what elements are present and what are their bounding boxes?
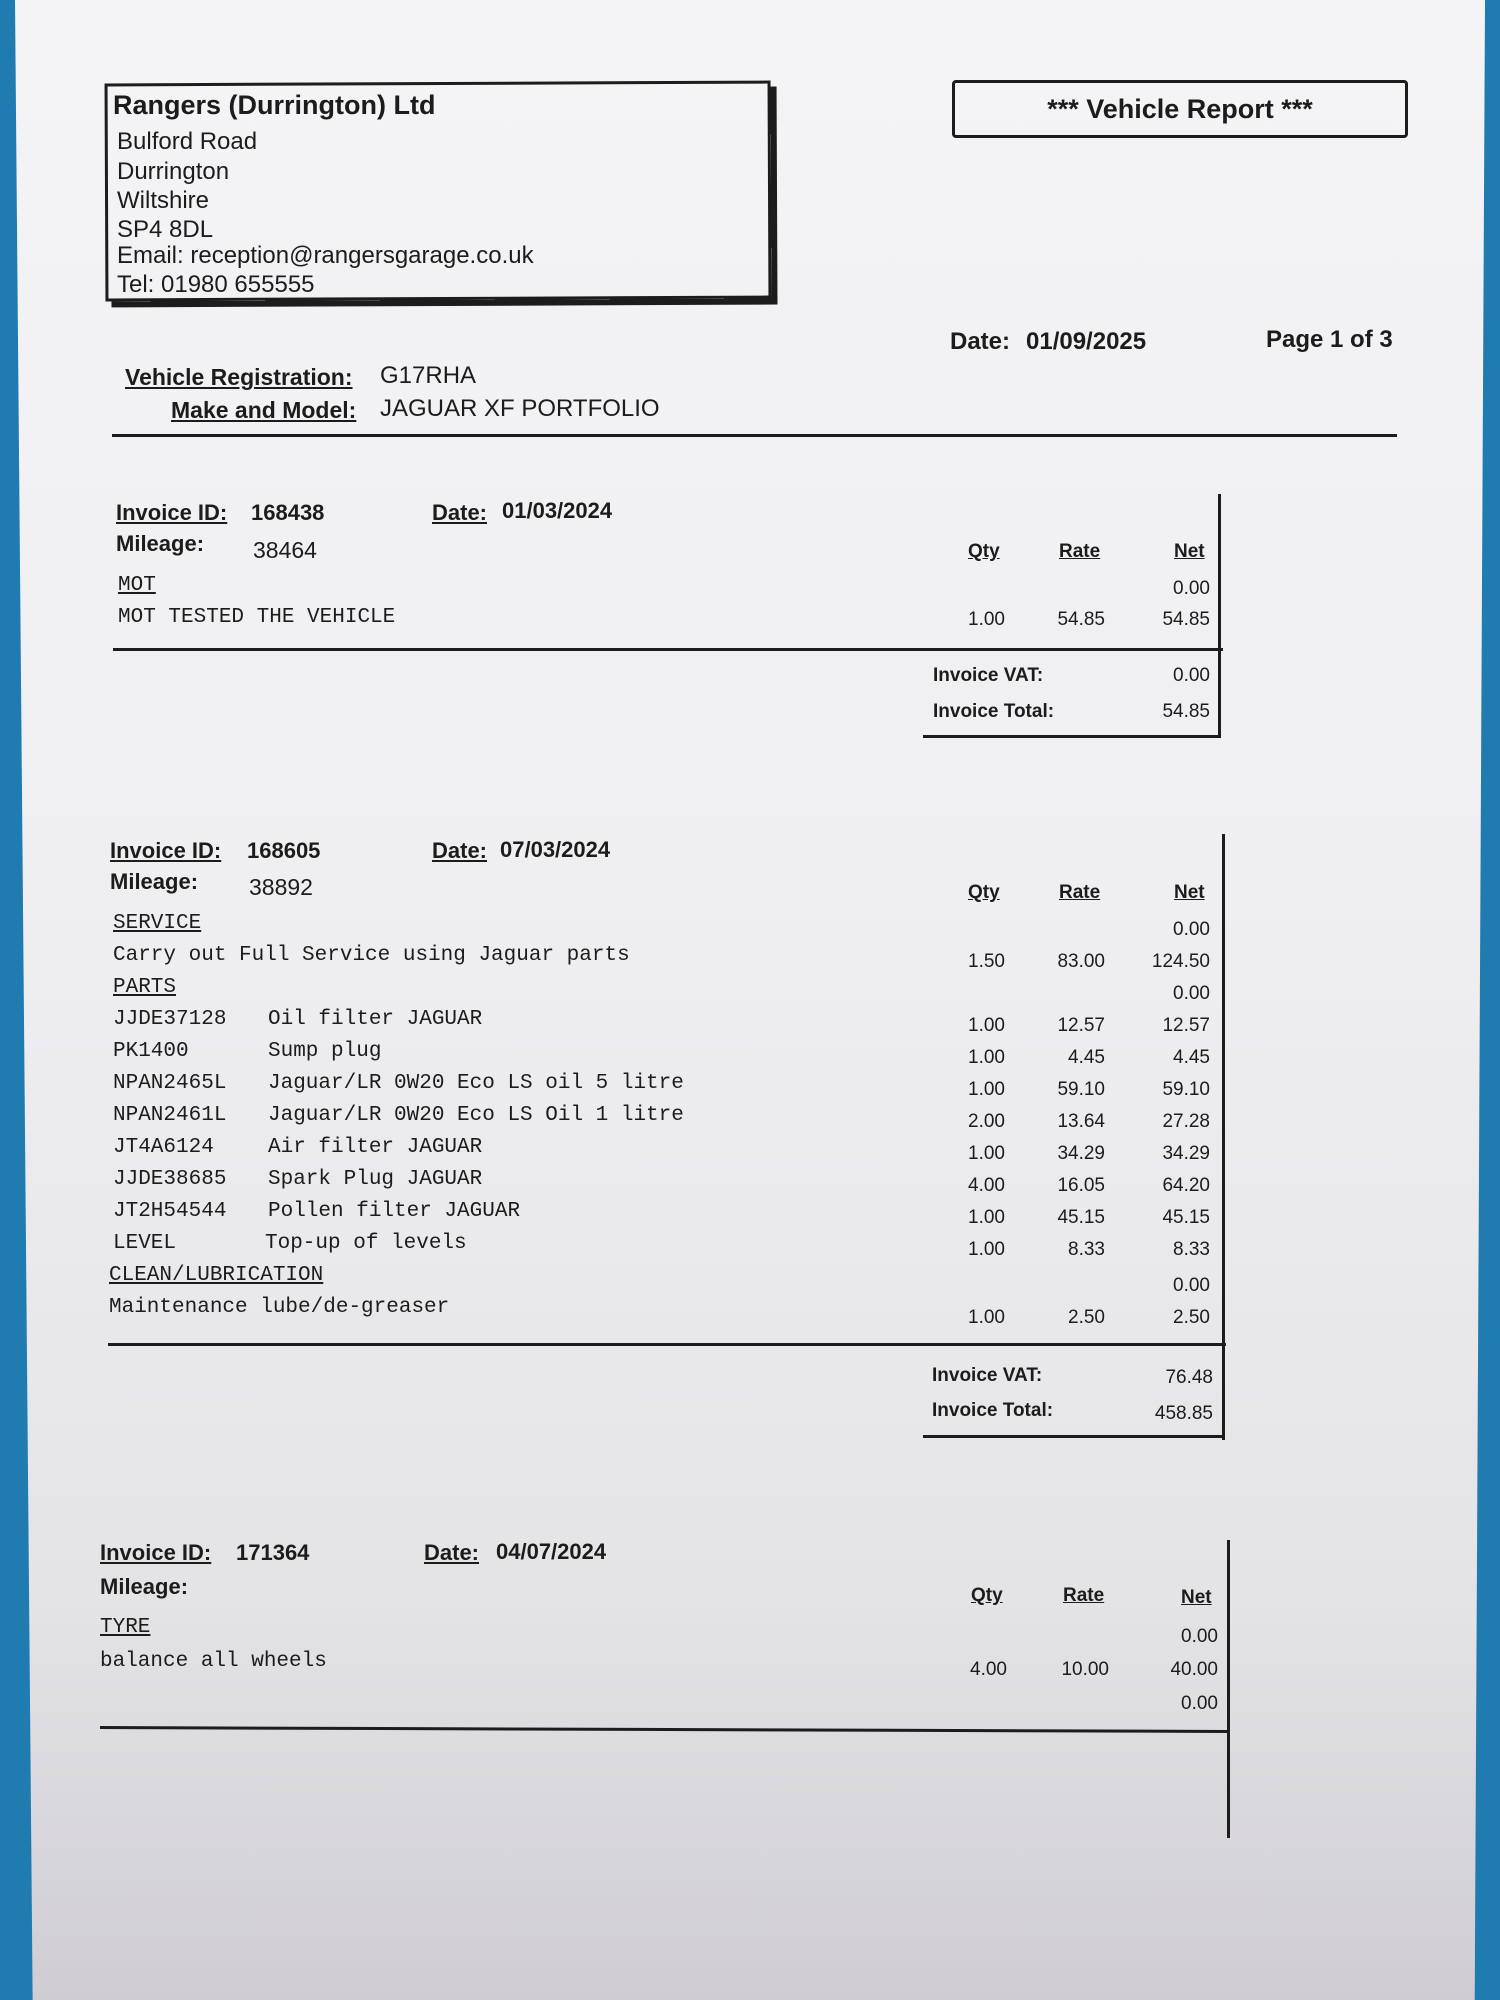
part-code: JT2H54544 [113,1200,227,1223]
report-date-label: Date: [950,328,1011,355]
rate-header: Rate [1059,882,1101,903]
vehicle-reg-label: Vehicle Registration: [125,364,353,390]
net-header: Net [1181,1587,1212,1608]
mileage-label: Mileage: [116,531,205,556]
company-email: Email: reception@rangersgarage.co.uk [117,242,534,269]
total-value: 54.85 [1162,701,1210,722]
line-desc: Top-up of levels [265,1232,467,1255]
mileage-value: 38892 [249,874,313,900]
line-net: 0.00 [1173,983,1210,1004]
line-desc: Oil filter JAGUAR [268,1008,483,1031]
line-rate: 83.00 [1057,951,1105,972]
invoice-id: 168438 [251,500,325,525]
address-line-3: Wiltshire [117,187,210,214]
invoice-id: 171364 [236,1540,310,1565]
line-net: 40.00 [1170,1659,1218,1680]
line-qty: 1.00 [968,1015,1005,1036]
vehicle-reg: G17RHA [380,362,477,389]
total-underline [923,1435,1225,1438]
invoice-id-label: Invoice ID: [100,1540,212,1565]
company-name: Rangers (Durrington) Ltd [113,90,436,120]
page-number: Page 1 of 3 [1266,326,1393,353]
mileage-label: Mileage: [110,869,199,894]
line-qty: 1.00 [968,1079,1005,1100]
line-desc: Jaguar/LR 0W20 Eco LS oil 5 litre [268,1072,684,1095]
line-qty: 2.00 [968,1111,1005,1132]
line-header-service: SERVICE [113,912,202,935]
qty-header: Qty [968,882,1000,903]
line-qty: 4.00 [970,1659,1007,1680]
line-qty: 4.00 [968,1175,1005,1196]
make-model: JAGUAR XF PORTFOLIO [380,395,660,422]
line-net: 2.50 [1173,1307,1210,1328]
report-date: 01/09/2025 [1026,328,1147,355]
address-line-2: Durrington [117,158,230,185]
line-rate: 13.64 [1057,1111,1105,1132]
line-header-parts: PARTS [113,976,177,999]
invoice-date: 07/03/2024 [500,837,611,862]
line-net: 12.57 [1162,1015,1210,1036]
net-header: Net [1174,541,1205,562]
line-qty: 1.00 [968,1207,1005,1228]
mileage-value: 38464 [253,537,317,563]
line-desc: Spark Plug JAGUAR [268,1168,483,1191]
invoice-id-label: Invoice ID: [116,500,228,525]
line-desc: Carry out Full Service using Jaguar parts [113,944,630,967]
line-net: 0.00 [1173,578,1210,599]
line-net: 0.00 [1173,1275,1210,1296]
part-code: NPAN2465L [113,1072,227,1095]
company-phone: Tel: 01980 655555 [117,271,315,298]
line-header-mot: MOT [118,574,156,597]
invoice-side-rule [1218,494,1221,738]
address-line-4: SP4 8DL [117,216,214,243]
invoice-date: 01/03/2024 [502,498,613,523]
line-net: 34.29 [1162,1143,1210,1164]
line-net: 0.00 [1181,1693,1218,1714]
line-desc: Jaguar/LR 0W20 Eco LS Oil 1 litre [268,1104,684,1127]
line-desc: Sump plug [268,1040,382,1063]
line-net: 59.10 [1162,1079,1210,1100]
invoice-date-label: Date: [432,500,488,525]
line-rate: 4.45 [1068,1047,1105,1068]
qty-header: Qty [968,541,1000,562]
invoice-divider [108,1343,1226,1346]
invoice-divider [113,648,1223,651]
invoice-id-label: Invoice ID: [110,838,222,863]
total-label: Invoice Total: [933,701,1055,722]
line-rate: 16.05 [1057,1175,1105,1196]
report-title: *** Vehicle Report *** [952,80,1408,138]
line-net: 124.50 [1151,951,1210,972]
line-net: 8.33 [1173,1239,1210,1260]
line-qty: 1.00 [968,1143,1005,1164]
rate-header: Rate [1059,541,1101,562]
vat-value: 0.00 [1173,665,1210,686]
rate-header: Rate [1063,1585,1105,1606]
line-desc: MOT TESTED THE VEHICLE [118,606,396,629]
line-qty: 1.00 [968,609,1005,630]
qty-header: Qty [971,1585,1003,1606]
part-code: JT4A6124 [113,1136,214,1159]
invoice-date-label: Date: [424,1540,480,1565]
line-desc: Maintenance lube/de-greaser [109,1296,450,1319]
invoice-date: 04/07/2024 [496,1539,607,1564]
header-divider [112,434,1397,437]
line-net: 64.20 [1162,1175,1210,1196]
vat-value: 76.48 [1165,1367,1213,1388]
part-code: JJDE37128 [113,1008,227,1031]
mileage-label: Mileage: [100,1574,189,1599]
line-header-clean: CLEAN/LUBRICATION [109,1264,324,1287]
line-rate: 8.33 [1068,1239,1105,1260]
total-underline [923,735,1221,738]
part-code: JJDE38685 [113,1168,227,1191]
line-qty: 1.00 [968,1307,1005,1328]
make-model-label: Make and Model: [171,397,357,423]
line-rate: 2.50 [1068,1307,1105,1328]
line-rate: 34.29 [1057,1143,1105,1164]
invoice-side-rule [1222,834,1225,1440]
line-net: 45.15 [1162,1207,1210,1228]
line-rate: 59.10 [1057,1079,1105,1100]
invoice-id: 168605 [247,838,321,863]
net-header: Net [1174,882,1205,903]
vat-label: Invoice VAT: [933,665,1044,686]
line-rate: 10.00 [1061,1659,1109,1680]
line-net: 0.00 [1181,1626,1218,1647]
line-net: 0.00 [1173,919,1210,940]
part-code: LEVEL [113,1232,177,1255]
part-code: PK1400 [113,1040,189,1063]
line-rate: 54.85 [1057,609,1105,630]
address-line-1: Bulford Road [117,128,258,155]
line-net: 54.85 [1162,609,1210,630]
line-net: 27.28 [1162,1111,1210,1132]
total-value: 458.85 [1154,1403,1213,1424]
line-qty: 1.50 [968,951,1005,972]
total-label: Invoice Total: [932,1400,1054,1421]
line-qty: 1.00 [968,1239,1005,1260]
part-code: NPAN2461L [113,1104,227,1127]
invoice-date-label: Date: [432,838,488,863]
line-desc: Air filter JAGUAR [268,1136,483,1159]
line-net: 4.45 [1173,1047,1210,1068]
line-qty: 1.00 [968,1047,1005,1068]
line-rate: 12.57 [1057,1015,1105,1036]
line-desc: balance all wheels [100,1650,327,1673]
line-header-tyre: TYRE [100,1616,151,1639]
line-rate: 45.15 [1057,1207,1105,1228]
line-desc: Pollen filter JAGUAR [268,1200,521,1223]
vat-label: Invoice VAT: [932,1365,1043,1386]
invoice-side-rule [1227,1540,1230,1838]
